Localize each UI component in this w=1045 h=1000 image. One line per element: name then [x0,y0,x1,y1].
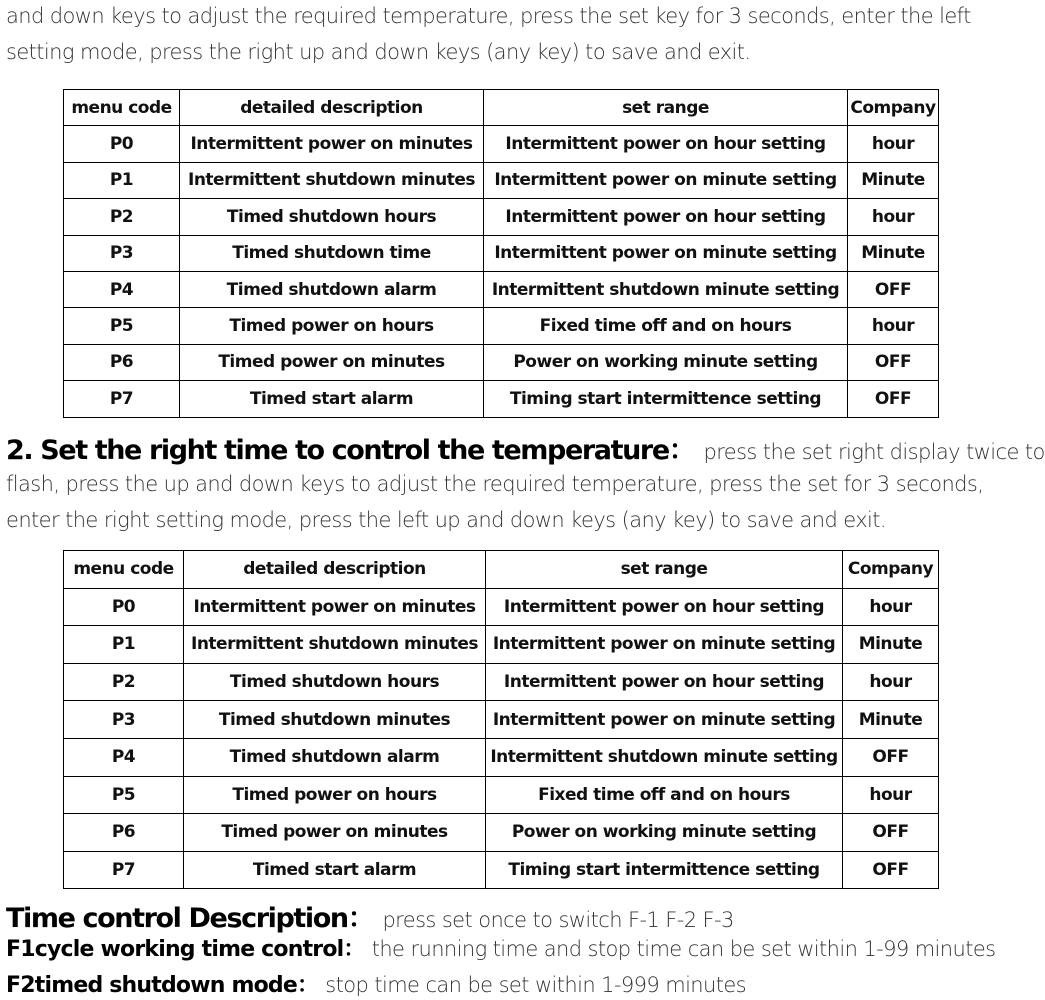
table2-cell-detailed-description: Timed start alarm [184,851,486,889]
table-row [64,381,939,417]
section-2-line-1: press the set right display twice to [703,440,1045,464]
table2-cell-set-range: Intermittent shutdown minute setting [486,738,843,776]
table-row [64,738,939,776]
table1-header-row [64,90,939,126]
table2-cell-company: OFF [843,738,939,776]
left-settings-table [63,89,939,418]
section-2-line-3: enter the right setting mode, press the left up and down keys (any key) to save and exit. [6,508,886,532]
table2-cell-detailed-description: Intermittent power on minutes [184,588,486,626]
table2-cell-set-range: Intermittent power on minute setting [486,701,843,739]
table-row [64,271,939,307]
table2-cell-set-range: Fixed time off and on hours [486,776,843,814]
table2-cell-menu-code: P5 [64,776,184,814]
table2-cell-set-range: Intermittent power on hour setting [486,663,843,701]
table2-cell-company: hour [843,776,939,814]
table1-header-company: Company [848,90,939,126]
table-row [64,308,939,344]
f2-text: stop time can be set within 1-999 minutes [325,973,747,997]
table1-cell-menu-code: P4 [64,271,180,307]
table1-cell-set-range: Power on working minute setting [484,344,848,380]
table1-cell-company: OFF [848,271,939,307]
table1-cell-company: hour [848,199,939,235]
table1-cell-company: Minute [848,235,939,271]
table1-cell-company: Minute [848,162,939,198]
table2-cell-company: Minute [843,626,939,664]
table-row [64,235,939,271]
table1-cell-menu-code: P7 [64,381,180,417]
f1-text: the running time and stop time can be set within 1-99 minutes [371,937,996,961]
table1-cell-detailed-description: Intermittent shutdown minutes [180,162,484,198]
intro-line-1: and down keys to adjust the required temperature, press the set key for 3 seconds, enter the left [6,4,971,28]
table-row [64,626,939,664]
table2-cell-menu-code: P7 [64,851,184,889]
section-2-line-2: flash, press the up and down keys to adjust the required temperature, press the set for 3 seconds, [6,472,984,496]
table-row [64,851,939,889]
table-row [64,126,939,162]
table1-cell-set-range: Intermittent power on hour setting [484,199,848,235]
table2-cell-company: hour [843,663,939,701]
f2-label: F2timed shutdown mode： [6,973,319,998]
time-control-heading-rest: press set once to switch F-1 F-2 F-3 [382,908,734,932]
table-row [64,663,939,701]
table1-cell-menu-code: P3 [64,235,180,271]
table1-header-detailed-description: detailed description [180,90,484,126]
time-control-heading: Time control Description： [6,903,374,934]
table1-cell-company: hour [848,126,939,162]
table-row [64,814,939,852]
table2-cell-menu-code: P3 [64,701,184,739]
table1-cell-menu-code: P6 [64,344,180,380]
table1-cell-set-range: Intermittent power on minute setting [484,235,848,271]
table2-cell-detailed-description: Timed shutdown hours [184,663,486,701]
table2-cell-menu-code: P0 [64,588,184,626]
table1-cell-company: hour [848,308,939,344]
table1-cell-detailed-description: Timed shutdown alarm [180,271,484,307]
table2-header-set-range: set range [486,551,843,589]
f2-line [6,975,746,997]
section-2-heading-line [6,437,1045,464]
table1-cell-set-range: Intermittent shutdown minute setting [484,271,848,307]
table2-cell-detailed-description: Timed shutdown alarm [184,738,486,776]
intro-line-2: setting mode, press the right up and down keys (any key) to save and exit. [6,40,751,64]
table2-cell-set-range: Intermittent power on hour setting [486,588,843,626]
table1-cell-detailed-description: Timed shutdown time [180,235,484,271]
section-2-heading: 2. Set the right time to control the temperature： [6,435,695,466]
table1-cell-set-range: Fixed time off and on hours [484,308,848,344]
right-settings-table [63,550,939,889]
f1-label: F1cycle working time control： [6,937,365,962]
table2-header-menu-code: menu code [64,551,184,589]
table1-cell-menu-code: P0 [64,126,180,162]
table1-cell-menu-code: P5 [64,308,180,344]
table2-cell-menu-code: P4 [64,738,184,776]
table2-cell-menu-code: P2 [64,663,184,701]
table2-header-row [64,551,939,589]
table1-cell-detailed-description: Timed shutdown hours [180,199,484,235]
table1-cell-company: OFF [848,381,939,417]
table1-header-menu-code: menu code [64,90,180,126]
table2-header-company: Company [843,551,939,589]
table2-cell-company: hour [843,588,939,626]
table1-cell-detailed-description: Timed power on minutes [180,344,484,380]
table1-cell-detailed-description: Timed power on hours [180,308,484,344]
table1-cell-set-range: Intermittent power on hour setting [484,126,848,162]
table2-cell-detailed-description: Intermittent shutdown minutes [184,626,486,664]
table2-cell-company: OFF [843,851,939,889]
table2-cell-set-range: Timing start intermittence setting [486,851,843,889]
table2-cell-detailed-description: Timed power on minutes [184,814,486,852]
table2-cell-menu-code: P1 [64,626,184,664]
table-row [64,701,939,739]
table2-cell-set-range: Power on working minute setting [486,814,843,852]
table2-cell-detailed-description: Timed shutdown minutes [184,701,486,739]
time-control-heading-line [6,905,734,932]
table2-cell-set-range: Intermittent power on minute setting [486,626,843,664]
table1-cell-menu-code: P1 [64,162,180,198]
table-row [64,776,939,814]
table1-cell-detailed-description: Intermittent power on minutes [180,126,484,162]
table1-cell-company: OFF [848,344,939,380]
table1-cell-detailed-description: Timed start alarm [180,381,484,417]
table1-cell-menu-code: P2 [64,199,180,235]
table-row [64,344,939,380]
table-row [64,588,939,626]
table2-header-detailed-description: detailed description [184,551,486,589]
table2-cell-menu-code: P6 [64,814,184,852]
table1-header-set-range: set range [484,90,848,126]
table1-cell-set-range: Intermittent power on minute setting [484,162,848,198]
table-row [64,199,939,235]
table2-cell-company: Minute [843,701,939,739]
table2-cell-detailed-description: Timed power on hours [184,776,486,814]
table1-cell-set-range: Timing start intermittence setting [484,381,848,417]
table2-cell-company: OFF [843,814,939,852]
table-row [64,162,939,198]
f1-line [6,939,996,961]
